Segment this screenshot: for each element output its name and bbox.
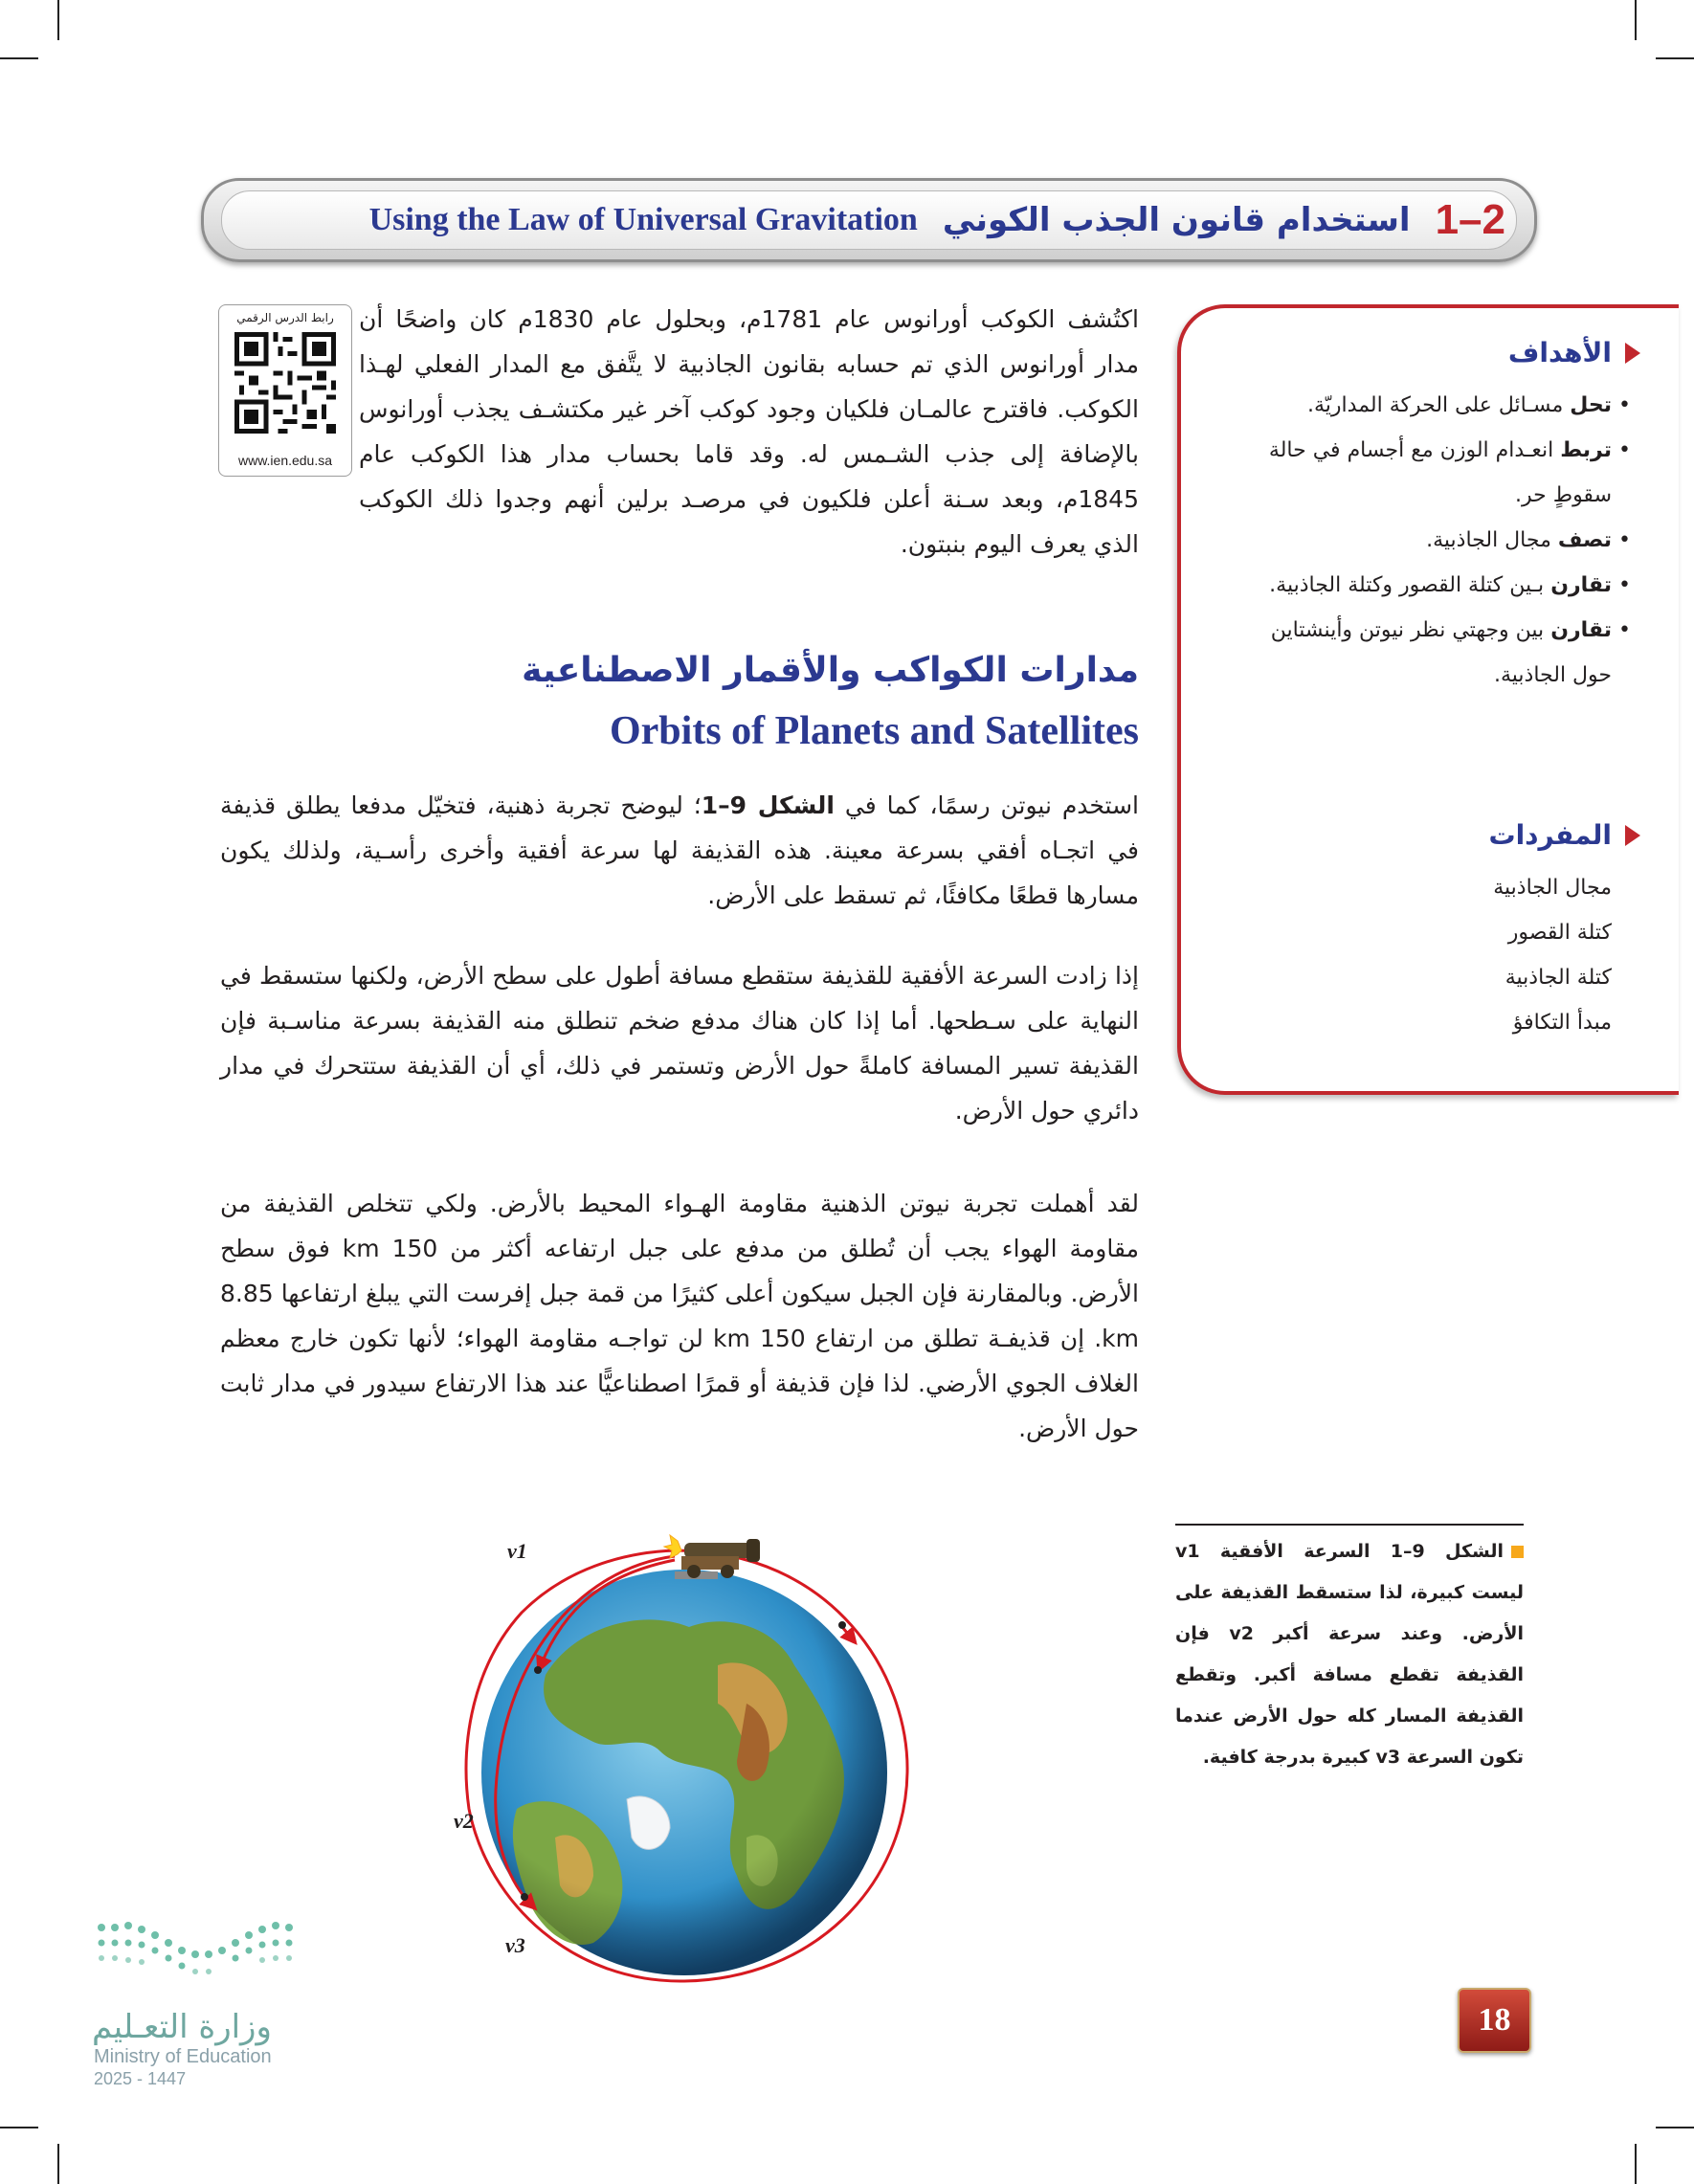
vocab-item: مجال الجاذبية: [1493, 876, 1612, 900]
label-v1: v1: [507, 1539, 527, 1563]
figure-caption: [1175, 1531, 1524, 1778]
trajectory-dot: [838, 1621, 846, 1629]
objectives-title: الأهداف: [1507, 337, 1612, 368]
list-item: [1248, 428, 1612, 518]
vocabulary-heading: [1488, 819, 1640, 851]
ministry-name-en: Ministry of Education: [94, 2046, 272, 2067]
paragraph-1: [220, 783, 1139, 918]
objective-text: مجال الجاذبية.: [1426, 528, 1558, 552]
objective-verb: تصف: [1557, 528, 1612, 552]
triangle-icon: [1625, 343, 1640, 364]
section-header-text: [369, 181, 1505, 259]
list-item: [1248, 383, 1612, 428]
section-number: 1–2: [1435, 196, 1505, 243]
qr-code-box[interactable]: [218, 304, 352, 477]
crop-mark: [57, 2144, 59, 2184]
orbit-figure: [431, 1522, 928, 2000]
caption-text: السرعة الأفقية v1 ليست كبيرة، لذا ستسقط القذيفة على الأرض. وعند سرعة أكبر v2 فإن القذيفة تقطع مسافة أكبر. وتقطع القذيفة المسار كله حول الأرض عندما تكون السرعة v3 كبيرة بدرجة كافية.: [1175, 1541, 1524, 1768]
caption-square-icon: [1511, 1546, 1524, 1558]
vocabulary-title: المفردات: [1488, 819, 1612, 851]
objective-text: مسـائل على الحركة المداريّة.: [1307, 393, 1571, 417]
objectives-heading: [1508, 337, 1640, 368]
caption-rule: [1175, 1524, 1524, 1526]
qr-url[interactable]: www.ien.edu.sa: [237, 453, 333, 468]
section-title-en: Using the Law of Universal Gravitation: [368, 202, 918, 237]
objective-text: بـين كتلة القصور وكتلة الجاذبية.: [1269, 573, 1551, 597]
qr-code-icon: [234, 332, 336, 434]
section-heading-en: Orbits of Planets and Satellites: [610, 709, 1139, 753]
ministry-logo-icon: [92, 1916, 322, 2002]
list-item: [1248, 563, 1612, 608]
vocab-item: مبدأ التكافؤ: [1512, 1011, 1612, 1035]
crop-mark: [1656, 2127, 1694, 2128]
objective-verb: تقارن: [1550, 573, 1612, 597]
crop-mark: [1656, 57, 1694, 59]
trajectory-v3-arrow: [842, 1627, 852, 1638]
triangle-icon: [1625, 825, 1640, 846]
orbit-diagram: [431, 1522, 928, 2000]
page-number: 18: [1458, 1988, 1531, 2053]
ministry-name-ar: وزارة التعـليم: [92, 2008, 272, 2046]
objectives-list: [1248, 383, 1612, 698]
objective-verb: تربط: [1560, 438, 1612, 462]
crop-mark: [0, 2127, 38, 2128]
section-title-ar: استخدام قانون الجذب الكوني: [942, 201, 1411, 239]
vocab-item: كتلة الجاذبية: [1505, 966, 1612, 990]
paragraph-1-end: ؛ ليوضح تجربة ذهنية، فتخيّل مدفعا يطلق قذيفة في اتجـاه أفقي بسرعة معينة. هذه القذيفة لها سرعة أفقية وأخرى رأسـية، ولذلك يكون مسارها قطعًا مكافئًا، ثم تسقط على الأرض.: [220, 791, 1139, 909]
objective-verb: تقارن: [1550, 618, 1612, 642]
crop-mark: [0, 57, 38, 59]
section-heading-ar: مدارات الكواكب والأقمار الاصطناعية: [522, 651, 1139, 690]
objective-verb: تحل: [1570, 393, 1612, 417]
crop-mark: [57, 0, 59, 40]
edition-year: 2025 - 1447: [94, 2069, 187, 2088]
objectives-sidebar: [1177, 304, 1679, 1095]
list-item: [1248, 608, 1612, 698]
figure-reference: الشكل 9–1: [701, 791, 835, 819]
paragraph-1-start: استخدم نيوتن رسمًا، كما في: [834, 791, 1139, 819]
crop-mark: [1635, 0, 1637, 40]
list-item: [1248, 518, 1612, 563]
earth-globe: [481, 1570, 887, 1975]
trajectory-dot: [534, 1666, 542, 1674]
crop-mark: [1635, 2144, 1637, 2184]
label-v3: v3: [505, 1933, 525, 1957]
label-v2: v2: [454, 1809, 474, 1833]
intro-paragraph: اكتُشف الكوكب أورانوس عام 1781م، وبحلول عام 1830م كان واضحًا أن مدار أورانوس الذي تم حسابه بقانون الجاذبية لا يتَّفق مع المدار الفعلي لهـذا الكوكب. فاقترح عالمـان فلكيان وجود كوكب آخر غير مكتشـف يجذب أورانوس بالإضافة إلى جذب الشـمس له. وقد قاما بحساب مدار هذا الكوكب عام 1845م، وبعد سـنة أعلن فلكيون في مرصـد برلين أنهم وجدوا ذلك الكوكب الذي يعرف اليوم بنبتون.: [359, 305, 1139, 558]
qr-label: رابط الدرس الرقمي: [236, 311, 334, 324]
caption-label: الشكل 9–1: [1390, 1541, 1505, 1562]
section-header: [201, 178, 1537, 262]
cannon-icon: [664, 1535, 760, 1579]
vocabulary-list: [1248, 865, 1612, 1045]
objective-text: انعـدام الوزن مع أجسام في حالة سقوطٍ حر.: [1268, 438, 1612, 507]
objective-text: بين وجهتي نظر نيوتن وأينشتاين حول الجاذبية.: [1270, 618, 1612, 687]
vocab-item: كتلة القصور: [1507, 921, 1612, 945]
trajectory-dot: [521, 1893, 528, 1901]
paragraph-3: لقد أهملت تجربة نيوتن الذهنية مقاومة الهـواء المحيط بالأرض. ولكي تتخلص القذيفة من مقاومة الهواء يجب أن تُطلق من مدفع على جبل ارتفاعه أكثر من 150 km فوق سطح الأرض. وبالمقارنة فإن الجبل سيكون أعلى كثيرًا من قمة جبل إفرست التي يبلغ ارتفاعها 8.85 km. إن قذيفـة تطلق من ارتفاع 150 km لن تواجـه مقاومة الهواء؛ لأنها تكون خارج معظم الغلاف الجوي الأرضي. لذا فإن قذيفة أو قمرًا اصطناعيًّا عند هذا الارتفاع سيدور في مدار ثابت حول الأرض.: [220, 1190, 1140, 1442]
paragraph-2: إذا زادت السرعة الأفقية للقذيفة ستقطع مسافة أطول على سطح الأرض، ولكنها ستسقط في النهاية على سـطحها. أما إذا كان هناك مدفع ضخم تنطلق منه القذيفة بسرعة مناسـبة فإن القذيفة تسير المسافة كاملةً حول الأرض وتستمر في ذلك، أي أن القذيفة ستتحرك في مدار دائري حول الأرض.: [220, 962, 1139, 1125]
